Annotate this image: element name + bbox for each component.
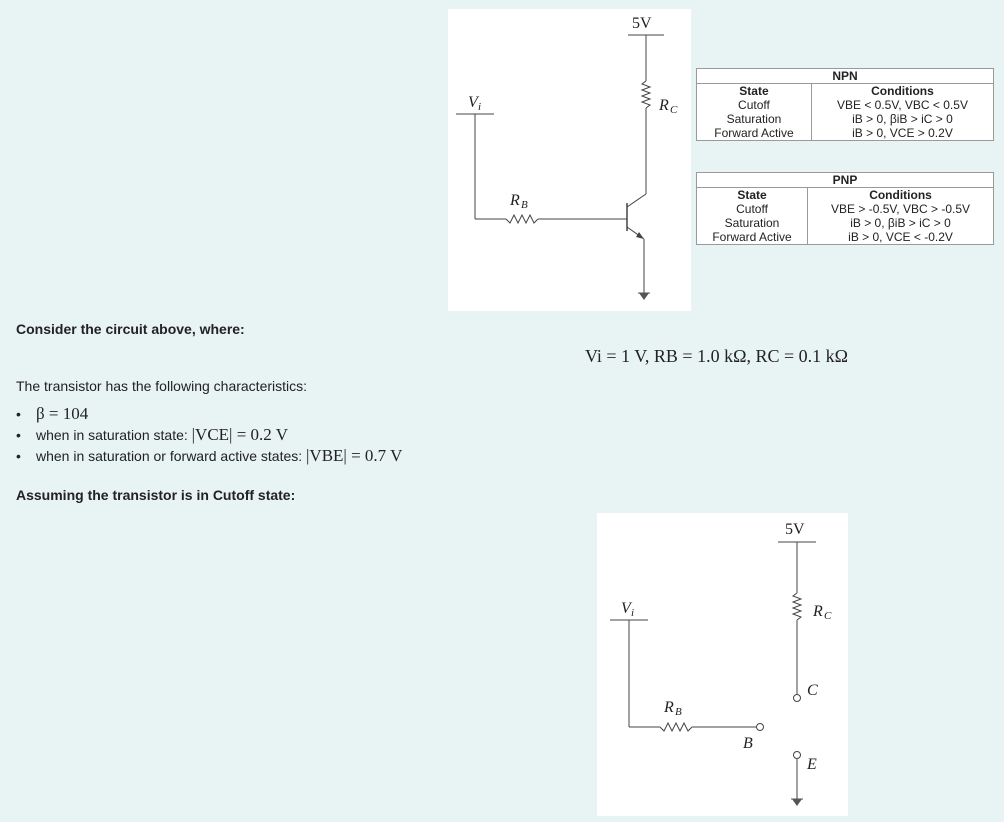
active-label: when in saturation or forward active states: [36,448,303,464]
rb-subscript: B [521,199,528,211]
npn-header-conditions: Conditions [871,84,934,98]
pnp-condition-cell: iB > 0, VCE < -0.2V [848,230,953,244]
npn-condition-cell: VBE < 0.5V, VBC < 0.5V [836,98,968,112]
ground-icon [639,293,649,300]
bullet-icon: • [16,448,21,464]
circuit-diagram-full [448,9,691,311]
npn-condition-cell: iB > 0, VCE > 0.2V [852,126,953,140]
pnp-condition-cell: VBE > -0.5V, VBC > -0.5V [831,202,970,216]
cutoff-schematic [597,513,848,816]
question-text: Assuming the transistor is in Cutoff state: [16,487,296,503]
circuit-schematic [448,9,691,311]
npn-condition-cell: iB > 0, βiB > iC > 0 [852,112,953,126]
list-item [16,424,402,445]
characteristics-intro: The transistor has the following characteristics: [16,378,308,394]
saturation-label: when in saturation state: [36,427,188,443]
pnp-state-cell: Saturation [697,216,808,230]
pnp-table-title: PNP [697,173,994,188]
bullet-icon: • [16,406,21,422]
pnp-header-conditions: Conditions [869,188,932,202]
emitter-arrow [636,232,644,239]
rb-resistor [506,215,538,223]
pnp-header-state: State [697,188,808,203]
given-values-equation: Vi = 1 V, RB = 1.0 kΩ, RC = 0.1 kΩ [585,346,849,366]
collector-terminal [794,695,801,702]
supply-label: 5V [632,15,652,32]
supply-label: 5V [785,521,805,538]
beta-value: β = 104 [36,404,89,423]
circuit-diagram-cutoff [597,513,848,816]
pnp-state-cell: Forward Active [697,230,808,245]
intro-text: Consider the circuit above, where: [16,321,245,337]
collector-lead [627,194,646,207]
pnp-conditions-table [696,172,994,245]
list-item [16,403,402,424]
rc-label: R [659,97,669,114]
base-terminal [757,724,764,731]
vi-label: V [468,94,478,111]
table-row [697,230,994,245]
npn-header-state: State [697,84,812,99]
base-label: B [743,735,753,752]
rc-subscript: C [824,610,832,622]
characteristics-list [16,403,402,466]
rb-label: R [664,699,674,716]
table-row [697,112,994,126]
vbe-value: |VBE| = 0.7 V [306,446,403,465]
table-row [697,126,994,141]
emitter-terminal [794,752,801,759]
npn-state-cell: Saturation [697,112,812,126]
vi-label: V [621,600,631,617]
rc-subscript: C [670,104,678,116]
rb-subscript: B [675,706,682,718]
emitter-label: E [807,756,817,773]
rb-label: R [510,192,520,209]
pnp-state-cell: Cutoff [697,202,808,216]
table-row [697,98,994,112]
npn-table-title: NPN [697,69,994,84]
rc-label: R [813,603,823,620]
npn-state-cell: Forward Active [697,126,812,141]
vce-saturation-value: |VCE| = 0.2 V [191,425,289,444]
rb-resistor [660,723,692,731]
bullet-icon: • [16,427,21,443]
npn-state-cell: Cutoff [697,98,812,112]
rc-resistor [793,593,801,620]
rc-resistor [642,81,650,108]
ground-icon [792,799,802,806]
vi-subscript: i [478,101,482,113]
vi-subscript: i [631,607,635,619]
list-item [16,445,402,466]
collector-label: C [807,682,818,699]
npn-conditions-table [696,68,994,141]
table-row [697,202,994,216]
table-row [697,216,994,230]
pnp-condition-cell: iB > 0, βiB > iC > 0 [850,216,951,230]
